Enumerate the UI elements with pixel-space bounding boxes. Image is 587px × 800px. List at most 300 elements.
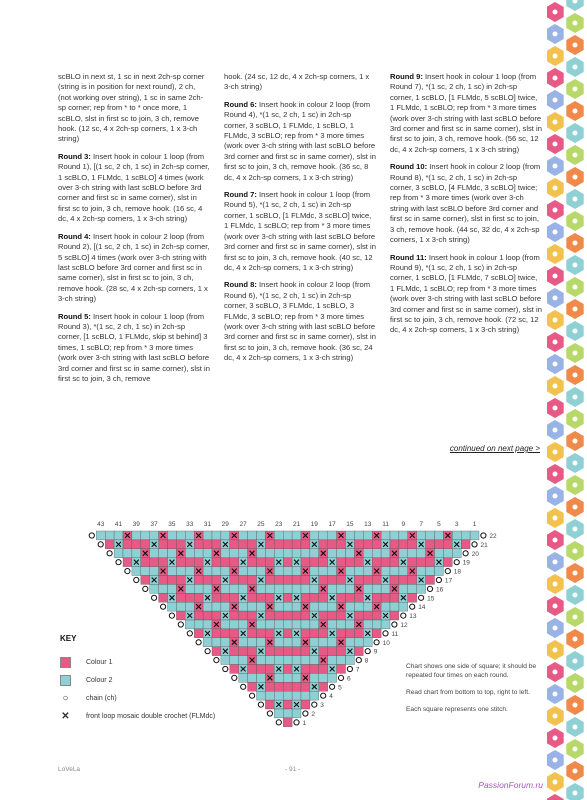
chart-cell	[319, 638, 328, 647]
chart-cell	[301, 549, 310, 558]
chart-cell	[221, 629, 230, 638]
chart-cell	[292, 540, 301, 549]
column-number: 27	[239, 521, 247, 528]
chart-cell	[203, 620, 212, 629]
chart-cell	[132, 540, 141, 549]
chart-cell	[346, 638, 355, 647]
chart-cell	[354, 531, 363, 540]
row-number: 17	[444, 577, 453, 585]
chart-cell	[265, 665, 274, 674]
chart-cell	[248, 611, 257, 620]
chain-circle-icon	[125, 569, 130, 574]
chain-circle-icon	[427, 586, 432, 591]
chart-cell	[194, 549, 203, 558]
chart-cell	[310, 593, 319, 602]
round-heading: Round 4:	[58, 231, 91, 241]
chart-cell	[274, 531, 283, 540]
chain-circle-icon	[365, 649, 370, 654]
chart-cell	[203, 611, 212, 620]
chart-cell	[354, 558, 363, 567]
chart-cell	[346, 558, 355, 567]
chart-cell	[265, 611, 274, 620]
chart-cell	[354, 629, 363, 638]
chain-circle-icon	[330, 684, 335, 689]
chart-cell	[239, 549, 248, 558]
chart-note: Each square represents one stitch.	[406, 706, 508, 713]
chart-cell	[283, 656, 292, 665]
chart-cell	[319, 647, 328, 656]
chain-circle-icon	[472, 542, 477, 547]
chart-cell	[328, 549, 337, 558]
chart-cell	[274, 647, 283, 656]
chart-cell	[301, 665, 310, 674]
chart-cell	[283, 700, 292, 709]
chart-cell	[168, 531, 177, 540]
round-instructions: Insert hook in colour 2 loop (from Round 4), *(1 sc, 2 ch, 1 sc) in 2ch-sp corner, 3 scBLO, 1 FLMdc, 1 scBLO, 1 FLMdc, 3 scBLO; rep from * 3 more times (work over 3-ch string with last scBLO before 3rd corner and first sc in same corner), slst in first sc to join, 3 ch, remove hook. (36 sc, 8 dc, 4 x 2ch-sp corners, 1 x 3-ch string)	[224, 99, 376, 182]
round-instructions: Insert hook in colour 2 loop (from Round 6), *(1 sc, 2 ch, 1 sc) in 2ch-sp corner, 3 scBLO, 3 FLMdc, 1 scBLO, 3 FLMdc, 3 scBLO; rep from * 3 more times (work over 3-ch string with last scBLO before 3rd corner and first sc in same corner), slst in first sc to join, 3 ch, remove hook. (36 sc, 24 dc, 4 x 2ch-sp corners, 1 x 3-ch string)	[224, 280, 376, 363]
chart-cell	[337, 665, 346, 674]
chart-cell	[114, 531, 123, 540]
chart-cell	[230, 656, 239, 665]
chart-cell	[354, 647, 363, 656]
chart-cell	[337, 629, 346, 638]
chart-cell	[328, 620, 337, 629]
chart-cell	[221, 602, 230, 611]
chart-cell	[265, 576, 274, 585]
chart-cell	[123, 558, 132, 567]
chart-cell	[399, 567, 408, 576]
chart-cell	[274, 584, 283, 593]
chart-cell	[372, 620, 381, 629]
chart-cell	[283, 691, 292, 700]
chart-cell	[176, 602, 185, 611]
chart-cell	[328, 673, 337, 682]
chart-cell	[168, 584, 177, 593]
round-instructions: Insert hook in colour 1 loop (from Round 9), *(1 sc, 2 ch, 1 sc) in 2ch-sp corner, 1 scBLO, [1 FLMdc, 7 scBLO] twice, 1 FLMdc, 1 scBLO; rep from * 3 more times (work over 3-ch string with last scBLO before 3rd corner and first sc in same corner), slst in first sc to join, 3 ch, remove hook. (72 sc, 12 dc, 4 x 2ch-sp corners, 1 x 3-ch string)	[390, 252, 542, 335]
chart-cell	[257, 602, 266, 611]
round-instructions: hook. (24 sc, 12 dc, 4 x 2ch-sp corners, 1 x 3-ch string)	[224, 72, 370, 92]
column-number: 13	[364, 521, 372, 528]
chart-cell	[390, 558, 399, 567]
chart-cell	[310, 638, 319, 647]
chart-cell	[257, 531, 266, 540]
chart-cell	[310, 665, 319, 674]
chart-cell	[461, 531, 470, 540]
chart-cell	[408, 540, 417, 549]
chart-cell	[141, 558, 150, 567]
chart-cell	[230, 576, 239, 585]
chart-cell	[265, 682, 274, 691]
chart-cell	[150, 531, 159, 540]
chain-circle-icon	[347, 666, 352, 671]
column-number: 11	[382, 521, 389, 528]
chart-cell	[310, 567, 319, 576]
chart-cell	[301, 576, 310, 585]
chart-cell	[372, 540, 381, 549]
footer-brand: LoVeLa	[58, 766, 81, 773]
row-number: 18	[453, 568, 462, 576]
round-heading: Round 11:	[390, 252, 427, 262]
column-number: 37	[150, 521, 158, 528]
chart-cell	[230, 629, 239, 638]
chart-cell	[265, 691, 274, 700]
chain-circle-icon	[410, 604, 415, 609]
chart-cell	[435, 531, 444, 540]
round-instructions: Insert hook in colour 2 loop (from Round 2), [(1 sc, 2 ch, 1 sc) in 2ch-sp corner, 5 scBLO] 4 times (work over 3-ch string with last scBLO before 3rd corner and first sc in same corner), slst in first sc to join, 3 ch, remove hook. (28 sc, 4 x 2ch-sp corners, 1 x 3-ch string)	[58, 231, 210, 304]
chart-cell	[230, 593, 239, 602]
chain-circle-icon	[356, 658, 361, 663]
round-heading: Round 3:	[58, 151, 91, 161]
chart-cell	[408, 576, 417, 585]
chart-cell	[372, 558, 381, 567]
chart-cell	[417, 549, 426, 558]
chart-cell	[257, 620, 266, 629]
chart-cell	[141, 531, 150, 540]
key-title: KEY	[60, 634, 77, 643]
chart-cell	[363, 638, 372, 647]
chart-cell	[390, 602, 399, 611]
chart-cell	[230, 611, 239, 620]
chart-cell	[283, 593, 292, 602]
column-number: 5	[437, 521, 441, 528]
chart-cell	[381, 602, 390, 611]
chart-cell	[426, 540, 435, 549]
row-number: 12	[400, 622, 408, 629]
chart-cell	[168, 567, 177, 576]
chain-circle-icon	[258, 702, 263, 707]
column-number: 17	[328, 521, 336, 528]
chart-cell	[292, 673, 301, 682]
chart-cell	[363, 602, 372, 611]
watermark: PassionForum.ru	[478, 780, 543, 790]
chart-cell	[319, 673, 328, 682]
chart-cell	[150, 584, 159, 593]
column-number: 33	[186, 521, 194, 528]
chart-cell	[337, 549, 346, 558]
chart-cell	[141, 567, 150, 576]
chart-cell	[390, 576, 399, 585]
chart-cell	[408, 549, 417, 558]
chart-cell	[292, 638, 301, 647]
column-number: 9	[401, 521, 406, 528]
chart-cell	[310, 531, 319, 540]
chain-circle-icon	[401, 613, 406, 618]
chart-cell	[141, 576, 150, 585]
chart-cell	[185, 584, 194, 593]
chart-notes	[406, 662, 546, 722]
chart-cell	[310, 584, 319, 593]
chain-circle-icon	[392, 622, 397, 627]
chart-cell	[265, 620, 274, 629]
cross-icon: ✕	[61, 710, 70, 722]
chart-note: Chart shows one side of square; it should be repeated four times on each round.	[406, 663, 537, 679]
chart-cell	[283, 709, 292, 718]
chart-cell	[274, 620, 283, 629]
chart-cell	[257, 691, 266, 700]
chart-cell	[283, 673, 292, 682]
chart-cell	[239, 673, 248, 682]
chart-cell	[248, 665, 257, 674]
chart-cell	[292, 709, 301, 718]
column-number: 41	[114, 521, 123, 528]
chart-cell	[363, 549, 372, 558]
chart-cell	[443, 558, 452, 567]
chain-circle-icon	[321, 693, 326, 698]
chain-circle-icon	[250, 693, 255, 698]
chart-cell	[337, 576, 346, 585]
chart-cell	[248, 593, 257, 602]
chart-cell	[257, 629, 266, 638]
chart-cell	[346, 602, 355, 611]
chart-cell	[426, 558, 435, 567]
chart-cell	[257, 593, 266, 602]
chart-cell	[319, 682, 328, 691]
key-label: Colour 1	[86, 658, 113, 666]
chart-cell	[212, 531, 221, 540]
chart-cell	[274, 656, 283, 665]
chart-cell	[426, 531, 435, 540]
chart-cell	[319, 567, 328, 576]
chart-cell	[274, 549, 283, 558]
chart-cell	[283, 665, 292, 674]
chart-cell	[203, 576, 212, 585]
chart-cell	[105, 540, 114, 549]
row-number: 7	[355, 666, 360, 674]
chart-cell	[230, 540, 239, 549]
chart-cell	[319, 540, 328, 549]
row-number: 3	[320, 702, 324, 710]
chart-cell	[417, 558, 426, 567]
chart-cell	[328, 540, 337, 549]
chart-cell	[212, 611, 221, 620]
chart-cell	[274, 638, 283, 647]
chart-cell	[212, 593, 221, 602]
chart-cell	[194, 584, 203, 593]
chart-cell	[301, 611, 310, 620]
chart-cell	[328, 656, 337, 665]
chart-cell	[426, 567, 435, 576]
chain-circle-icon	[481, 533, 486, 538]
chain-circle-icon	[107, 551, 112, 556]
chain-circle-icon	[312, 702, 317, 707]
chart-cell	[176, 531, 185, 540]
chart-cell	[221, 558, 230, 567]
chart-cell	[363, 540, 372, 549]
chart-cell	[354, 567, 363, 576]
chart-cell	[292, 647, 301, 656]
chart-cell	[301, 656, 310, 665]
chart-cell	[185, 558, 194, 567]
chart-cell	[265, 584, 274, 593]
round-instructions: scBLO in next st, 1 sc in next 2ch-sp corner (string is in position for next round), 2 ch, (not working over string), 1 sc in same 2ch-sp corner; rep from * to * once more, 1 scBLO, slst in first sc to join, 3 ch, remove hook. (12 sc, 4 x 2ch-sp corners, 1 x 3-ch string)	[58, 72, 205, 144]
chart-cell	[248, 540, 257, 549]
chart-cell	[203, 531, 212, 540]
continued-link[interactable]: continued on next page >	[449, 444, 540, 453]
chain-circle-icon	[223, 666, 228, 671]
row-number: 1	[302, 719, 307, 727]
chart-cell	[452, 531, 461, 540]
chart-cell	[292, 682, 301, 691]
chart-cell	[274, 567, 283, 576]
chart-cell	[301, 691, 310, 700]
round-heading: Round 10:	[390, 162, 428, 172]
chart-cell	[230, 620, 239, 629]
row-number: 21	[480, 541, 488, 549]
chart-cell	[230, 584, 239, 593]
chart-cell	[265, 549, 274, 558]
chart-cell	[354, 540, 363, 549]
chart-cell	[274, 709, 283, 718]
chain-circle-icon	[89, 533, 94, 538]
chart-cell	[292, 602, 301, 611]
chain-circle-icon	[116, 560, 121, 565]
chart-cell	[354, 638, 363, 647]
row-number: 22	[489, 533, 497, 540]
chart-cell	[221, 531, 230, 540]
chart-cell	[150, 567, 159, 576]
chart-cell	[248, 567, 257, 576]
chart-cell	[443, 549, 452, 558]
chart-cell	[337, 656, 346, 665]
chart-cell	[274, 540, 283, 549]
colour-2-swatch	[60, 675, 71, 686]
chart-cell	[265, 558, 274, 567]
key-label: front loop mosaic double crochet (FLMdc)	[86, 712, 216, 720]
chart-cell	[399, 549, 408, 558]
chart-cell	[283, 584, 292, 593]
chart-cell	[150, 558, 159, 567]
chain-circle-icon	[152, 595, 157, 600]
chart-cell	[292, 567, 301, 576]
chart-cell	[230, 558, 239, 567]
chart-cell	[221, 549, 230, 558]
chart-cell	[408, 584, 417, 593]
chart-cell	[176, 567, 185, 576]
chart-cell	[319, 576, 328, 585]
chart-cell	[390, 611, 399, 620]
chart-cell	[292, 584, 301, 593]
column-number: 15	[346, 521, 354, 528]
chart-cell	[372, 576, 381, 585]
chart-cell	[132, 531, 141, 540]
column-number: 35	[168, 521, 176, 528]
chart-cell	[194, 593, 203, 602]
chart-cell	[283, 647, 292, 656]
chart-cell	[417, 567, 426, 576]
chart-cell	[257, 656, 266, 665]
page-number: - 91 -	[285, 766, 301, 773]
chart-cell	[283, 576, 292, 585]
row-number: 20	[471, 550, 479, 558]
chain-circle-icon	[303, 711, 308, 716]
chart-cell	[328, 576, 337, 585]
row-number: 6	[347, 675, 351, 683]
round-heading: Round 8:	[224, 280, 257, 290]
chart-cell	[203, 584, 212, 593]
chart-cell	[248, 638, 257, 647]
chart-cell	[257, 567, 266, 576]
column-number: 7	[419, 521, 424, 528]
chain-circle-icon	[232, 675, 237, 680]
round-heading: Round 9:	[390, 72, 423, 81]
chart-cell	[319, 611, 328, 620]
chart-cell	[239, 567, 248, 576]
chart-cell	[239, 620, 248, 629]
chart-cell	[372, 549, 381, 558]
chart-cell	[381, 558, 390, 567]
chart-cell	[212, 567, 221, 576]
chart-cell	[239, 611, 248, 620]
chain-circle-icon	[134, 577, 139, 582]
chart-cell	[221, 656, 230, 665]
chart-cell	[274, 691, 283, 700]
row-number: 9	[373, 648, 378, 656]
chart-cell	[212, 576, 221, 585]
chart-cell	[274, 576, 283, 585]
chart-cell	[390, 531, 399, 540]
chart-cell	[417, 584, 426, 593]
row-number: 4	[329, 693, 333, 701]
chart-cell	[310, 558, 319, 567]
chain-circle-icon	[178, 622, 183, 627]
chain-circle-icon	[374, 640, 379, 645]
key-item-colour-2	[60, 671, 215, 689]
chart-cell	[248, 629, 257, 638]
chart-cell	[239, 656, 248, 665]
chart-cell	[319, 558, 328, 567]
chain-circle-icon	[463, 551, 468, 556]
chain-circle-icon	[294, 720, 299, 725]
row-number: 14	[418, 604, 426, 612]
chart-cell	[292, 549, 301, 558]
chart-cell	[292, 576, 301, 585]
chart-cell	[328, 647, 337, 656]
chart-cell	[203, 549, 212, 558]
chart-cell	[319, 665, 328, 674]
chart-cell	[354, 576, 363, 585]
chart-cell	[239, 540, 248, 549]
chart-cell	[399, 540, 408, 549]
chain-circle-icon	[143, 586, 148, 591]
column-number: 31	[203, 521, 212, 528]
chart-cell	[337, 593, 346, 602]
chart-cell	[346, 531, 355, 540]
chart-cell	[390, 593, 399, 602]
chart-cell	[239, 638, 248, 647]
chart-cell	[381, 584, 390, 593]
column-number: 1	[472, 521, 477, 528]
chart-cell	[363, 531, 372, 540]
chart-cell	[310, 673, 319, 682]
chart-cell	[239, 602, 248, 611]
column-number: 25	[257, 521, 265, 528]
chart-cell	[265, 647, 274, 656]
chart-cell	[185, 531, 194, 540]
chart-cell	[176, 558, 185, 567]
chart-cell	[168, 549, 177, 558]
chart-cell	[426, 576, 435, 585]
chart-cell	[283, 682, 292, 691]
chart-cell	[337, 611, 346, 620]
chart-cell	[337, 540, 346, 549]
round-heading: Round 7:	[224, 190, 257, 200]
chain-circle-icon	[445, 569, 450, 574]
chart-cell	[185, 549, 194, 558]
chart-cell	[230, 549, 239, 558]
chart-cell	[363, 567, 372, 576]
chart-cell	[328, 602, 337, 611]
chart-cell	[319, 602, 328, 611]
